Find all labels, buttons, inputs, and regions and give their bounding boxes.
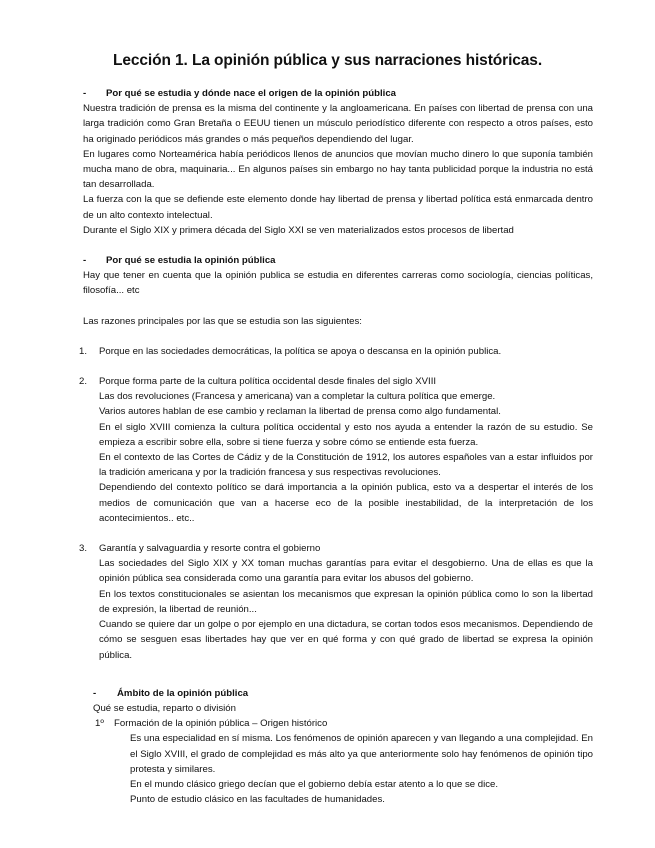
bullet-dash: - (93, 687, 97, 699)
section-heading-text: Por qué se estudia y dónde nace el origen de la opinión pública (106, 88, 397, 99)
list-item-line: Las dos revoluciones (Francesa y americana) van a completar la cultura política que emerge. (99, 391, 496, 403)
list-item-line: Cuando se quiere dar un golpe o por ejemplo en una dictadura, se cortan todos esos mecanismos. Dependiendo de cómo se sesguen esas libertades hay que ver en qué forma y con qué grado de libertad se expresa la opinión pública. (99, 619, 593, 661)
paragraph: Durante el Siglo XIX y primera década del Siglo XXI se ven materializados estos procesos de libertad (83, 224, 514, 236)
list-item-line: En los textos constitucionales se asientan los mecanismos que expresan la opinión pública como lo son la libertad de expresión, la libertad de reunión... (99, 588, 593, 615)
list-item-line: Las sociedades del Siglo XIX y XX toman muchas garantías para evitar el desgobierno. Una de ellas es que la opinión pública sea considerada como una garantía para evitar los abusos del gobierno. (99, 558, 593, 585)
list-item-title: Formación de la opinión pública – Origen histórico (114, 718, 328, 730)
list-item-line: En el mundo clásico griego decían que el gobierno debía estar atento a lo que se dice. (130, 778, 499, 790)
page-title: Lección 1. La opinión pública y sus narraciones históricas. (112, 52, 543, 69)
list-item-line: Punto de estudio clásico en las facultades de humanidades. (130, 794, 385, 806)
paragraph: Las razones principales por las que se estudia son las siguientes: (83, 315, 362, 327)
section-heading-text: Por qué se estudia la opinión pública (106, 255, 276, 267)
list-item-line: En el siglo XVIII comienza la cultura política occidental y esto nos ayuda a entender la razón de su estudio. Se empieza a escribir sobre ella, sobre si tiene fuerza y sobre cómo se entiende esta fuerza. (99, 421, 593, 448)
list-item (79, 374, 593, 526)
list-item (79, 344, 593, 359)
list-item-line: Dependiendo del contexto político se dará importancia a la opinión publica, esto va a despertar el interés de los medios de comunicación que van a hacerse eco de la posible inestabilidad, de la interpretación de los acontecimientos.. etc.. (99, 482, 593, 524)
paragraph: Hay que tener en cuenta que la opinión publica se estudia en diferentes carreras como sociología, ciencias políticas, filosofía... etc (83, 270, 593, 297)
paragraph: La fuerza con la que se defiende este elemento donde hay libertad de prensa y libertad política está enmarcada dentro de un alto contexto intelectual. (83, 194, 593, 221)
list-number: 3. (79, 543, 88, 555)
list-item (79, 541, 593, 663)
list-number: 1º (95, 718, 104, 730)
section-3 (93, 686, 593, 808)
list-item-line: Varios autores hablan de ese cambio y reclaman la libertad de prensa como algo fundamental. (99, 406, 501, 418)
section-subtitle: Qué se estudia, reparto o división (93, 702, 236, 714)
bullet-dash: - (83, 88, 87, 99)
list-item-title: Garantía y salvaguardia y resorte contra el gobierno (99, 543, 321, 555)
list-number: 1. (79, 345, 88, 357)
list-number: 2. (79, 376, 88, 388)
list-item (93, 716, 593, 807)
document-body (79, 86, 593, 807)
list-item-title: Porque forma parte de la cultura política occidental desde finales del siglo XVIII (99, 376, 437, 388)
paragraph: Nuestra tradición de prensa es la misma del continente y la angloamericana. En países con libertad de prensa con una larga tradición como Gran Bretaña o EEUU tienen un músculo periodístico diferente con respecto a otros países, esto ha originado periódicos más grandes o más pequeños dependiendo del lugar. (83, 103, 593, 145)
section-heading (93, 686, 593, 701)
paragraph: En lugares como Norteamérica había periódicos llenos de anuncios que movían mucho dinero lo que suponía también mucha mano de obra, maquinaria... En algunos países sin embargo no hay tanta publicidad porque la industria no está tan desarrollada. (83, 148, 593, 191)
bullet-dash: - (83, 255, 87, 267)
list-item-title: Porque en las sociedades democráticas, la política se apoya o descansa en la opinión publica. (99, 345, 502, 357)
section-heading (83, 253, 593, 268)
section-heading-text: Ámbito de la opinión pública (117, 687, 249, 699)
list-item-line: En el contexto de las Cortes de Cádiz y de la Constitución de 1912, los autores españoles van a estar influidos por la tradición americana y por la tradición francesa y sus respectivas revoluciones. (99, 452, 593, 479)
list-item-line: Es una especialidad en sí misma. Los fenómenos de opinión aparecen y van llegando a una complejidad. En el Siglo XVIII, el grado de complejidad es más alto ya que anteriormente solo hay fenómenos de opinión tipo protesta y similares. (130, 733, 593, 775)
section-heading (83, 86, 593, 101)
